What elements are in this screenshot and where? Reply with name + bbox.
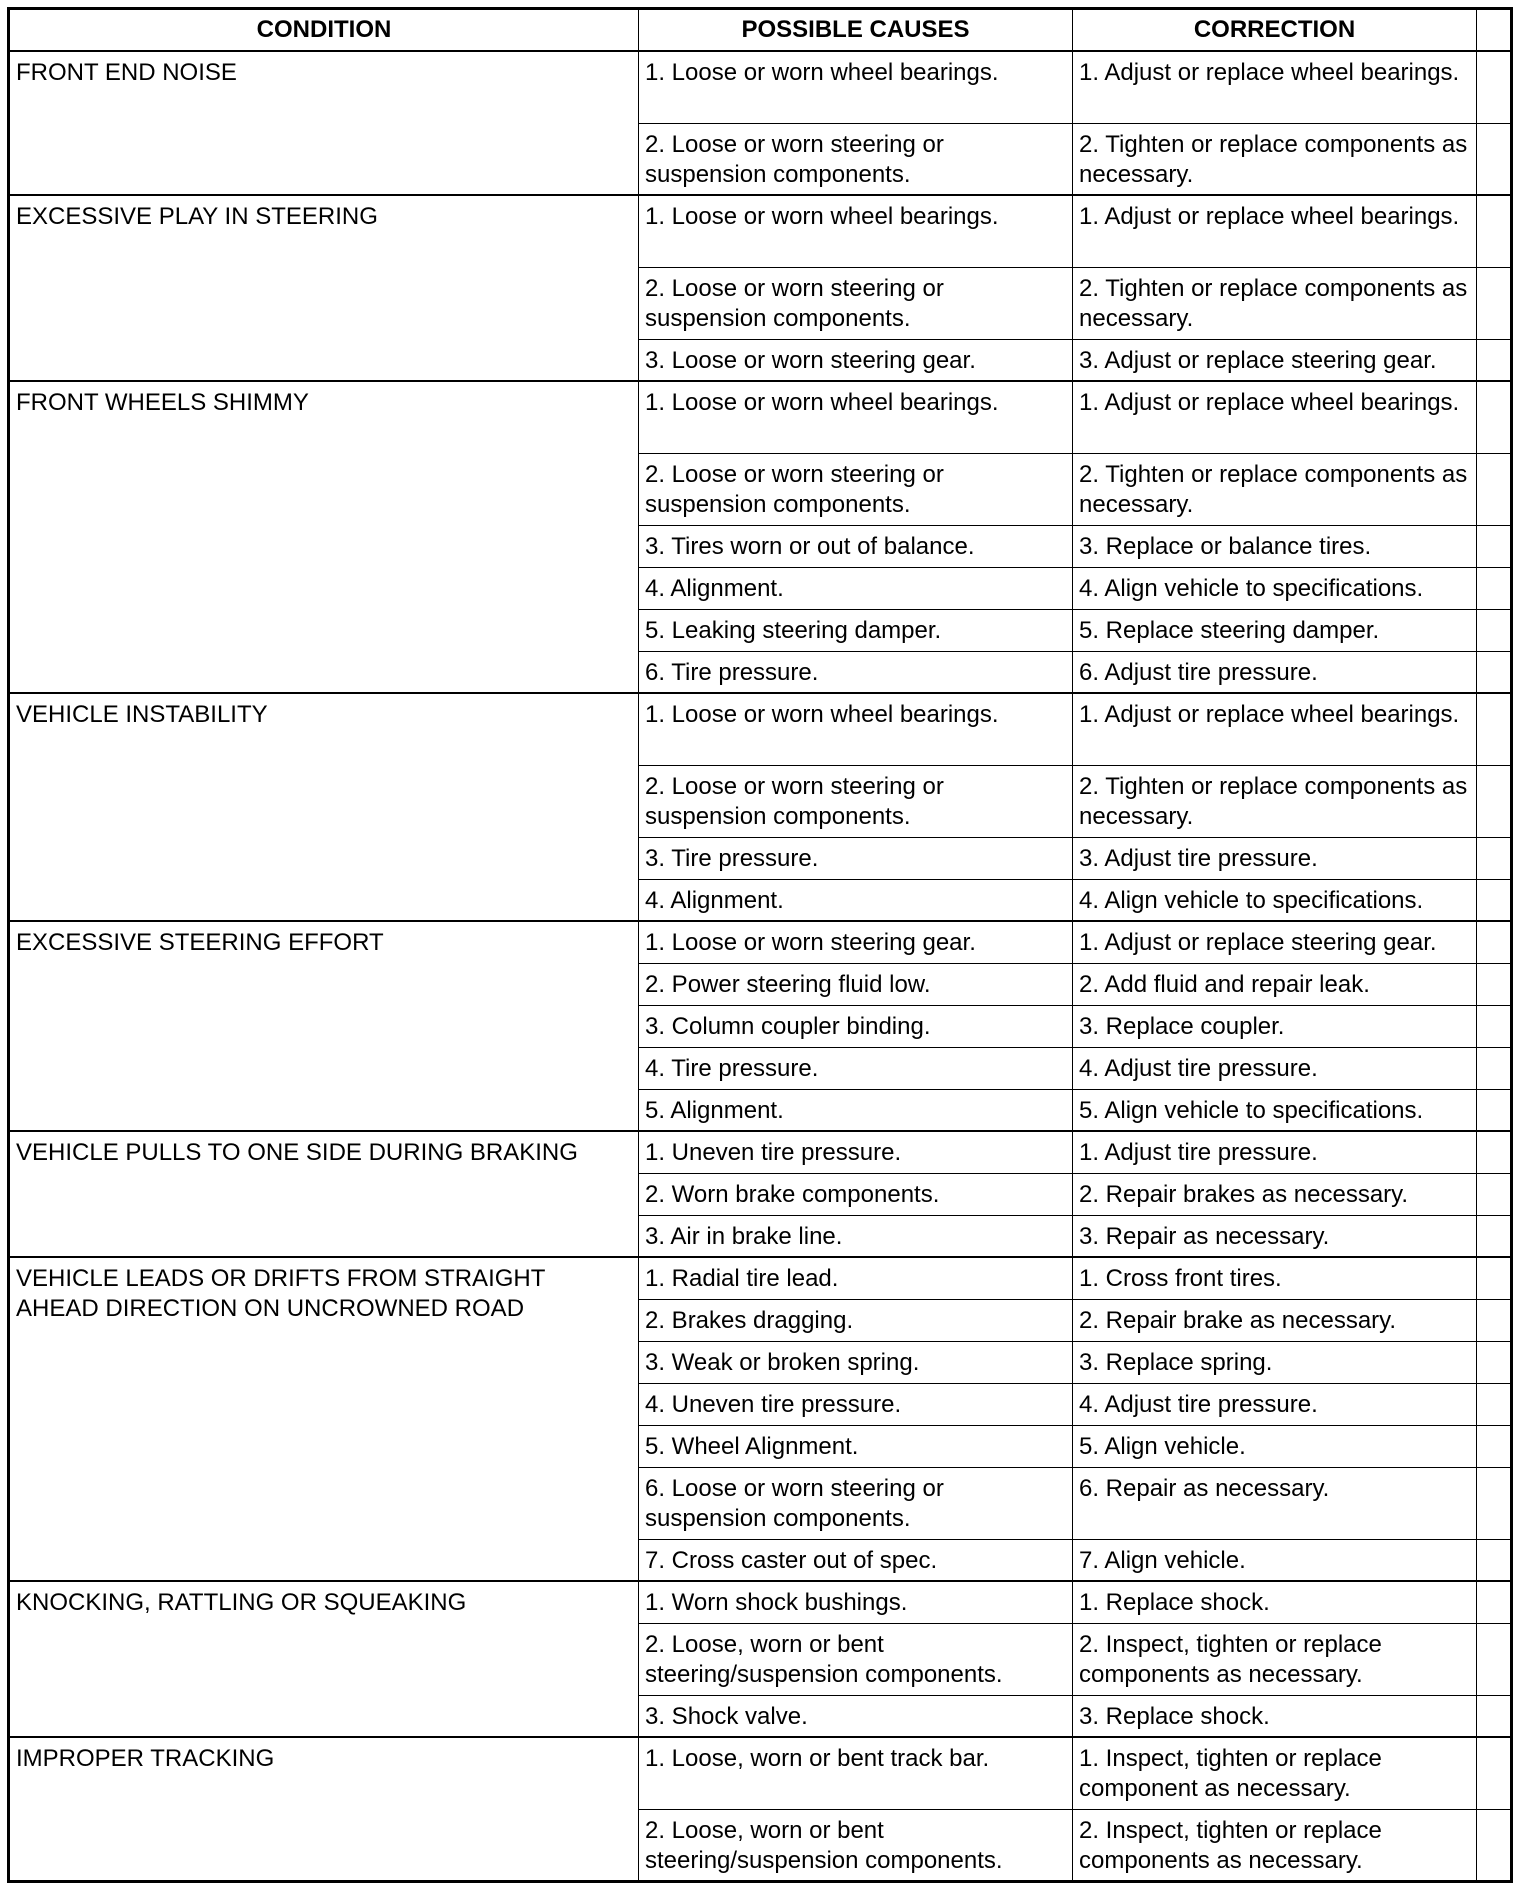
correction-cell: 2. Inspect, tighten or replace components as necessary. bbox=[1073, 1809, 1477, 1881]
cause-cell: 1. Radial tire lead. bbox=[639, 1257, 1073, 1299]
correction-cell: 2. Tighten or replace components as necessary. bbox=[1073, 765, 1477, 837]
table-row bbox=[9, 381, 1512, 453]
blank-cell bbox=[1477, 267, 1512, 339]
cause-cell: 2. Loose or worn steering or suspension components. bbox=[639, 765, 1073, 837]
blank-cell bbox=[1477, 963, 1512, 1005]
correction-cell: 3. Adjust or replace steering gear. bbox=[1073, 339, 1477, 381]
cause-cell: 4. Alignment. bbox=[639, 567, 1073, 609]
cause-cell: 2. Loose or worn steering or suspension components. bbox=[639, 267, 1073, 339]
blank-cell bbox=[1477, 609, 1512, 651]
correction-cell: 2. Tighten or replace components as necessary. bbox=[1073, 123, 1477, 195]
blank-cell bbox=[1477, 1173, 1512, 1215]
cause-cell: 3. Air in brake line. bbox=[639, 1215, 1073, 1257]
header-causes: POSSIBLE CAUSES bbox=[639, 9, 1073, 52]
cause-cell: 2. Power steering fluid low. bbox=[639, 963, 1073, 1005]
correction-cell: 1. Replace shock. bbox=[1073, 1581, 1477, 1623]
header-correction: CORRECTION bbox=[1073, 9, 1477, 52]
condition-cell: KNOCKING, RATTLING OR SQUEAKING bbox=[9, 1581, 639, 1737]
cause-cell: 1. Loose or worn wheel bearings. bbox=[639, 381, 1073, 453]
correction-cell: 3. Replace coupler. bbox=[1073, 1005, 1477, 1047]
cause-cell: 1. Loose or worn wheel bearings. bbox=[639, 51, 1073, 123]
correction-cell: 4. Align vehicle to specifications. bbox=[1073, 879, 1477, 921]
blank-cell bbox=[1477, 1539, 1512, 1581]
blank-cell bbox=[1477, 339, 1512, 381]
blank-cell bbox=[1477, 765, 1512, 837]
header-condition: CONDITION bbox=[9, 9, 639, 52]
blank-cell bbox=[1477, 51, 1512, 123]
table-row bbox=[9, 1131, 1512, 1173]
correction-cell: 2. Inspect, tighten or replace components as necessary. bbox=[1073, 1623, 1477, 1695]
correction-cell: 5. Align vehicle to specifications. bbox=[1073, 1089, 1477, 1131]
blank-cell bbox=[1477, 693, 1512, 765]
header-row bbox=[9, 9, 1512, 52]
table-row bbox=[9, 1257, 1512, 1299]
condition-cell: VEHICLE INSTABILITY bbox=[9, 693, 639, 921]
condition-cell: IMPROPER TRACKING bbox=[9, 1737, 639, 1881]
cause-cell: 2. Loose or worn steering or suspension components. bbox=[639, 453, 1073, 525]
blank-cell bbox=[1477, 1695, 1512, 1737]
blank-cell bbox=[1477, 1737, 1512, 1809]
blank-cell bbox=[1477, 1341, 1512, 1383]
table-row bbox=[9, 195, 1512, 267]
correction-cell: 5. Replace steering damper. bbox=[1073, 609, 1477, 651]
correction-cell: 4. Adjust tire pressure. bbox=[1073, 1047, 1477, 1089]
table-row bbox=[9, 693, 1512, 765]
correction-cell: 6. Adjust tire pressure. bbox=[1073, 651, 1477, 693]
cause-cell: 2. Brakes dragging. bbox=[639, 1299, 1073, 1341]
cause-cell: 3. Shock valve. bbox=[639, 1695, 1073, 1737]
condition-cell: EXCESSIVE STEERING EFFORT bbox=[9, 921, 639, 1131]
blank-cell bbox=[1477, 567, 1512, 609]
cause-cell: 3. Loose or worn steering gear. bbox=[639, 339, 1073, 381]
blank-cell bbox=[1477, 1215, 1512, 1257]
blank-cell bbox=[1477, 123, 1512, 195]
correction-cell: 2. Tighten or replace components as necessary. bbox=[1073, 267, 1477, 339]
condition-cell: FRONT WHEELS SHIMMY bbox=[9, 381, 639, 693]
blank-cell bbox=[1477, 381, 1512, 453]
table-row bbox=[9, 1581, 1512, 1623]
condition-cell: EXCESSIVE PLAY IN STEERING bbox=[9, 195, 639, 381]
blank-cell bbox=[1477, 195, 1512, 267]
blank-cell bbox=[1477, 1623, 1512, 1695]
cause-cell: 3. Tire pressure. bbox=[639, 837, 1073, 879]
blank-cell bbox=[1477, 1257, 1512, 1299]
header-blank bbox=[1477, 9, 1512, 52]
cause-cell: 7. Cross caster out of spec. bbox=[639, 1539, 1073, 1581]
cause-cell: 6. Loose or worn steering or suspension components. bbox=[639, 1467, 1073, 1539]
diagnosis-table bbox=[7, 7, 1513, 1883]
correction-cell: 1. Inspect, tighten or replace component as necessary. bbox=[1073, 1737, 1477, 1809]
blank-cell bbox=[1477, 1467, 1512, 1539]
correction-cell: 1. Adjust tire pressure. bbox=[1073, 1131, 1477, 1173]
cause-cell: 2. Loose, worn or bent steering/suspension components. bbox=[639, 1623, 1073, 1695]
correction-cell: 3. Replace shock. bbox=[1073, 1695, 1477, 1737]
blank-cell bbox=[1477, 837, 1512, 879]
correction-cell: 2. Add fluid and repair leak. bbox=[1073, 963, 1477, 1005]
table-row bbox=[9, 51, 1512, 123]
correction-cell: 3. Repair as necessary. bbox=[1073, 1215, 1477, 1257]
blank-cell bbox=[1477, 453, 1512, 525]
blank-cell bbox=[1477, 1005, 1512, 1047]
correction-cell: 7. Align vehicle. bbox=[1073, 1539, 1477, 1581]
correction-cell: 1. Adjust or replace wheel bearings. bbox=[1073, 51, 1477, 123]
correction-cell: 4. Adjust tire pressure. bbox=[1073, 1383, 1477, 1425]
correction-cell: 3. Replace or balance tires. bbox=[1073, 525, 1477, 567]
correction-cell: 1. Adjust or replace wheel bearings. bbox=[1073, 195, 1477, 267]
cause-cell: 6. Tire pressure. bbox=[639, 651, 1073, 693]
cause-cell: 4. Alignment. bbox=[639, 879, 1073, 921]
correction-cell: 1. Adjust or replace wheel bearings. bbox=[1073, 381, 1477, 453]
blank-cell bbox=[1477, 651, 1512, 693]
cause-cell: 5. Wheel Alignment. bbox=[639, 1425, 1073, 1467]
condition-cell: VEHICLE PULLS TO ONE SIDE DURING BRAKING bbox=[9, 1131, 639, 1257]
correction-cell: 6. Repair as necessary. bbox=[1073, 1467, 1477, 1539]
cause-cell: 1. Loose, worn or bent track bar. bbox=[639, 1737, 1073, 1809]
blank-cell bbox=[1477, 1089, 1512, 1131]
cause-cell: 1. Uneven tire pressure. bbox=[639, 1131, 1073, 1173]
cause-cell: 4. Tire pressure. bbox=[639, 1047, 1073, 1089]
cause-cell: 1. Loose or worn wheel bearings. bbox=[639, 195, 1073, 267]
cause-cell: 1. Worn shock bushings. bbox=[639, 1581, 1073, 1623]
blank-cell bbox=[1477, 1047, 1512, 1089]
blank-cell bbox=[1477, 879, 1512, 921]
blank-cell bbox=[1477, 1299, 1512, 1341]
correction-cell: 1. Adjust or replace wheel bearings. bbox=[1073, 693, 1477, 765]
blank-cell bbox=[1477, 921, 1512, 963]
cause-cell: 3. Weak or broken spring. bbox=[639, 1341, 1073, 1383]
table-row bbox=[9, 921, 1512, 963]
cause-cell: 4. Uneven tire pressure. bbox=[639, 1383, 1073, 1425]
cause-cell: 1. Loose or worn steering gear. bbox=[639, 921, 1073, 963]
blank-cell bbox=[1477, 1809, 1512, 1881]
correction-cell: 1. Adjust or replace steering gear. bbox=[1073, 921, 1477, 963]
cause-cell: 2. Loose or worn steering or suspension components. bbox=[639, 123, 1073, 195]
table-row bbox=[9, 1737, 1512, 1809]
cause-cell: 5. Leaking steering damper. bbox=[639, 609, 1073, 651]
condition-cell: VEHICLE LEADS OR DRIFTS FROM STRAIGHT AHEAD DIRECTION ON UNCROWNED ROAD bbox=[9, 1257, 639, 1581]
condition-cell: FRONT END NOISE bbox=[9, 51, 639, 195]
correction-cell: 5. Align vehicle. bbox=[1073, 1425, 1477, 1467]
correction-cell: 3. Adjust tire pressure. bbox=[1073, 837, 1477, 879]
cause-cell: 5. Alignment. bbox=[639, 1089, 1073, 1131]
blank-cell bbox=[1477, 1581, 1512, 1623]
cause-cell: 3. Tires worn or out of balance. bbox=[639, 525, 1073, 567]
cause-cell: 3. Column coupler binding. bbox=[639, 1005, 1073, 1047]
cause-cell: 2. Worn brake components. bbox=[639, 1173, 1073, 1215]
diagnosis-chart bbox=[7, 7, 1510, 1883]
correction-cell: 2. Repair brakes as necessary. bbox=[1073, 1173, 1477, 1215]
correction-cell: 2. Tighten or replace components as necessary. bbox=[1073, 453, 1477, 525]
correction-cell: 2. Repair brake as necessary. bbox=[1073, 1299, 1477, 1341]
blank-cell bbox=[1477, 525, 1512, 567]
blank-cell bbox=[1477, 1131, 1512, 1173]
correction-cell: 1. Cross front tires. bbox=[1073, 1257, 1477, 1299]
blank-cell bbox=[1477, 1425, 1512, 1467]
table-body bbox=[9, 51, 1512, 1881]
cause-cell: 1. Loose or worn wheel bearings. bbox=[639, 693, 1073, 765]
correction-cell: 3. Replace spring. bbox=[1073, 1341, 1477, 1383]
blank-cell bbox=[1477, 1383, 1512, 1425]
cause-cell: 2. Loose, worn or bent steering/suspension components. bbox=[639, 1809, 1073, 1881]
correction-cell: 4. Align vehicle to specifications. bbox=[1073, 567, 1477, 609]
